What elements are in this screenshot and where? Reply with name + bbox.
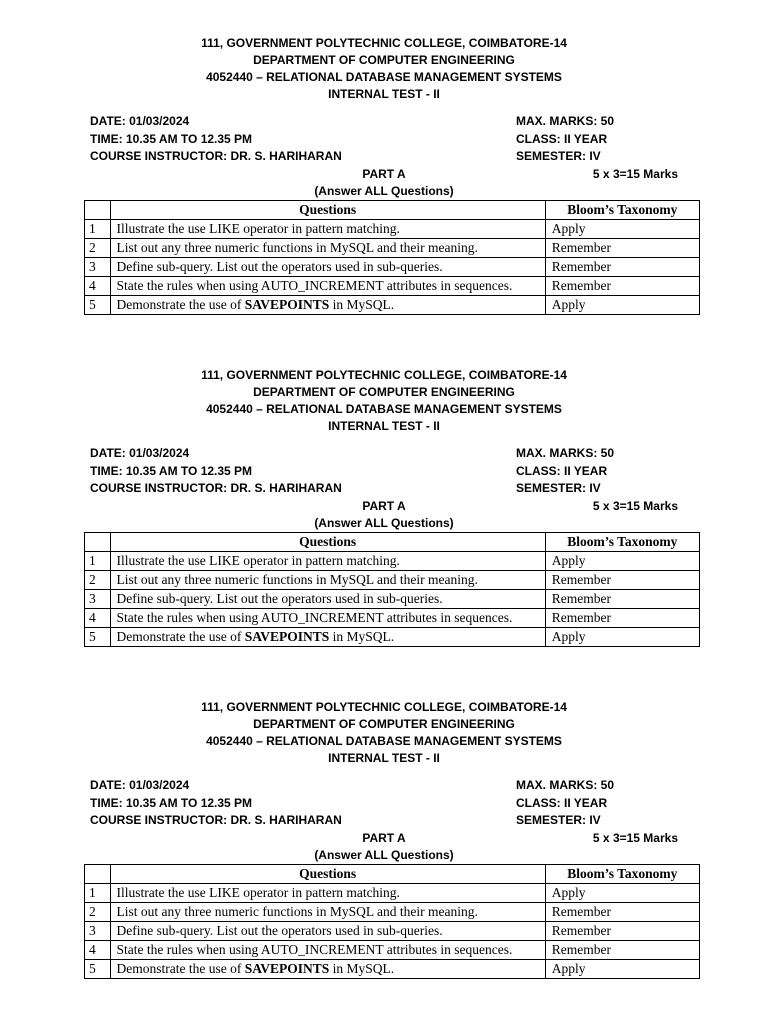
question-paper-copy-2 <box>0 367 768 647</box>
course-instructor: COURSE INSTRUCTOR: DR. S. HARIHARAN <box>90 481 342 495</box>
exam-date: DATE: 01/03/2024 <box>90 114 190 128</box>
answer-instruction: (Answer ALL Questions) <box>314 848 454 862</box>
question-text: Illustrate the use LIKE operator in pattern matching. <box>110 884 545 903</box>
question-text: Illustrate the use LIKE operator in pattern matching. <box>110 220 545 239</box>
course-title: 4052440 – RELATIONAL DATABASE MANAGEMENT SYSTEMS <box>206 402 562 416</box>
bloom-level: Apply <box>545 220 699 239</box>
question-paper-copy-1 <box>0 35 768 315</box>
college-name: 111, GOVERNMENT POLYTECHNIC COLLEGE, COIMBATORE-14 <box>201 36 567 50</box>
part-title: PART A <box>362 499 406 513</box>
question-text: Define sub-query. List out the operators used in sub-queries. <box>110 922 545 941</box>
question-number: 2 <box>85 903 111 922</box>
exam-time: TIME: 10.35 AM TO 12.35 PM <box>90 795 253 810</box>
table-row <box>85 884 700 903</box>
department-name: DEPARTMENT OF COMPUTER ENGINEERING <box>253 385 515 399</box>
table-row <box>85 609 700 628</box>
question-text: List out any three numeric functions in MySQL and their meaning. <box>110 239 545 258</box>
bloom-level: Remember <box>545 590 699 609</box>
class-year: CLASS: II YEAR <box>516 795 608 810</box>
question-number: 1 <box>85 552 111 571</box>
class-year: CLASS: II YEAR <box>516 463 608 478</box>
part-title: PART A <box>362 167 406 181</box>
question-text: State the rules when using AUTO_INCREMENT attributes in sequences. <box>110 277 545 296</box>
header-no <box>85 201 111 220</box>
question-text: Demonstrate the use of SAVEPOINTS in MySQL. <box>110 628 545 647</box>
department-name: DEPARTMENT OF COMPUTER ENGINEERING <box>253 53 515 67</box>
bloom-level: Apply <box>545 628 699 647</box>
bloom-level: Apply <box>545 884 699 903</box>
header-questions: Questions <box>110 533 545 552</box>
part-marks: 5 x 3=15 Marks <box>592 167 678 181</box>
college-name: 111, GOVERNMENT POLYTECHNIC COLLEGE, COIMBATORE-14 <box>201 368 567 382</box>
table-row <box>85 296 700 315</box>
bloom-level: Remember <box>545 239 699 258</box>
semester: SEMESTER: IV <box>516 481 601 495</box>
department-name: DEPARTMENT OF COMPUTER ENGINEERING <box>253 717 515 731</box>
question-text: Demonstrate the use of SAVEPOINTS in MySQL. <box>110 960 545 979</box>
course-instructor: COURSE INSTRUCTOR: DR. S. HARIHARAN <box>90 813 342 827</box>
college-name: 111, GOVERNMENT POLYTECHNIC COLLEGE, COIMBATORE-14 <box>201 700 567 714</box>
max-marks: MAX. MARKS: 50 <box>516 114 615 128</box>
bloom-level: Remember <box>545 571 699 590</box>
test-title: INTERNAL TEST - II <box>328 419 440 433</box>
table-row <box>85 258 700 277</box>
table-row <box>85 628 700 647</box>
question-text: Define sub-query. List out the operators used in sub-queries. <box>110 590 545 609</box>
bloom-level: Apply <box>545 296 699 315</box>
question-text: List out any three numeric functions in MySQL and their meaning. <box>110 903 545 922</box>
exam-time: TIME: 10.35 AM TO 12.35 PM <box>90 463 253 478</box>
table-row <box>85 552 700 571</box>
exam-date: DATE: 01/03/2024 <box>90 778 190 792</box>
question-number: 5 <box>85 296 111 315</box>
header-questions: Questions <box>110 201 545 220</box>
bloom-level: Remember <box>545 903 699 922</box>
part-title: PART A <box>362 831 406 845</box>
exam-date: DATE: 01/03/2024 <box>90 446 190 460</box>
part-row <box>0 166 768 183</box>
header-no <box>85 865 111 884</box>
question-paper-copy-3 <box>0 699 768 979</box>
question-number: 3 <box>85 922 111 941</box>
question-number: 5 <box>85 628 111 647</box>
question-number: 4 <box>85 277 111 296</box>
header-bloom: Bloom’s Taxonomy <box>545 201 699 220</box>
question-number: 4 <box>85 941 111 960</box>
table-row <box>85 571 700 590</box>
question-number: 1 <box>85 220 111 239</box>
question-text: State the rules when using AUTO_INCREMENT attributes in sequences. <box>110 941 545 960</box>
question-number: 3 <box>85 590 111 609</box>
bloom-level: Remember <box>545 277 699 296</box>
test-title: INTERNAL TEST - II <box>328 87 440 101</box>
max-marks: MAX. MARKS: 50 <box>516 446 615 460</box>
question-number: 2 <box>85 571 111 590</box>
part-row <box>0 830 768 847</box>
part-marks: 5 x 3=15 Marks <box>592 831 678 845</box>
course-title: 4052440 – RELATIONAL DATABASE MANAGEMENT SYSTEMS <box>206 70 562 84</box>
table-row <box>85 922 700 941</box>
header-questions: Questions <box>110 865 545 884</box>
exam-meta <box>0 113 768 166</box>
header-no <box>85 533 111 552</box>
table-row <box>85 239 700 258</box>
table-row <box>85 903 700 922</box>
bloom-level: Remember <box>545 922 699 941</box>
question-text: Demonstrate the use of SAVEPOINTS in MySQL. <box>110 296 545 315</box>
bloom-level: Remember <box>545 609 699 628</box>
course-title: 4052440 – RELATIONAL DATABASE MANAGEMENT SYSTEMS <box>206 734 562 748</box>
table-row <box>85 277 700 296</box>
bloom-level: Remember <box>545 258 699 277</box>
test-title: INTERNAL TEST - II <box>328 751 440 765</box>
question-number: 5 <box>85 960 111 979</box>
question-number: 3 <box>85 258 111 277</box>
question-number: 1 <box>85 884 111 903</box>
questions-table <box>84 864 700 979</box>
exam-meta <box>0 777 768 830</box>
question-text: Illustrate the use LIKE operator in pattern matching. <box>110 552 545 571</box>
question-text: State the rules when using AUTO_INCREMENT attributes in sequences. <box>110 609 545 628</box>
answer-instruction: (Answer ALL Questions) <box>314 184 454 198</box>
part-marks: 5 x 3=15 Marks <box>592 499 678 513</box>
bloom-level: Apply <box>545 552 699 571</box>
max-marks: MAX. MARKS: 50 <box>516 778 615 792</box>
table-header-row <box>85 533 700 552</box>
table-row <box>85 220 700 239</box>
header-bloom: Bloom’s Taxonomy <box>545 533 699 552</box>
answer-instruction: (Answer ALL Questions) <box>314 516 454 530</box>
exam-meta <box>0 445 768 498</box>
exam-time: TIME: 10.35 AM TO 12.35 PM <box>90 131 253 146</box>
semester: SEMESTER: IV <box>516 149 601 163</box>
semester: SEMESTER: IV <box>516 813 601 827</box>
class-year: CLASS: II YEAR <box>516 131 608 146</box>
question-number: 4 <box>85 609 111 628</box>
question-number: 2 <box>85 239 111 258</box>
header-bloom: Bloom’s Taxonomy <box>545 865 699 884</box>
course-instructor: COURSE INSTRUCTOR: DR. S. HARIHARAN <box>90 149 342 163</box>
questions-table <box>84 532 700 647</box>
questions-table <box>84 200 700 315</box>
bloom-level: Apply <box>545 960 699 979</box>
bloom-level: Remember <box>545 941 699 960</box>
table-row <box>85 941 700 960</box>
table-row <box>85 960 700 979</box>
table-row <box>85 590 700 609</box>
table-header-row <box>85 865 700 884</box>
part-row <box>0 498 768 515</box>
question-text: List out any three numeric functions in MySQL and their meaning. <box>110 571 545 590</box>
table-header-row <box>85 201 700 220</box>
question-text: Define sub-query. List out the operators used in sub-queries. <box>110 258 545 277</box>
